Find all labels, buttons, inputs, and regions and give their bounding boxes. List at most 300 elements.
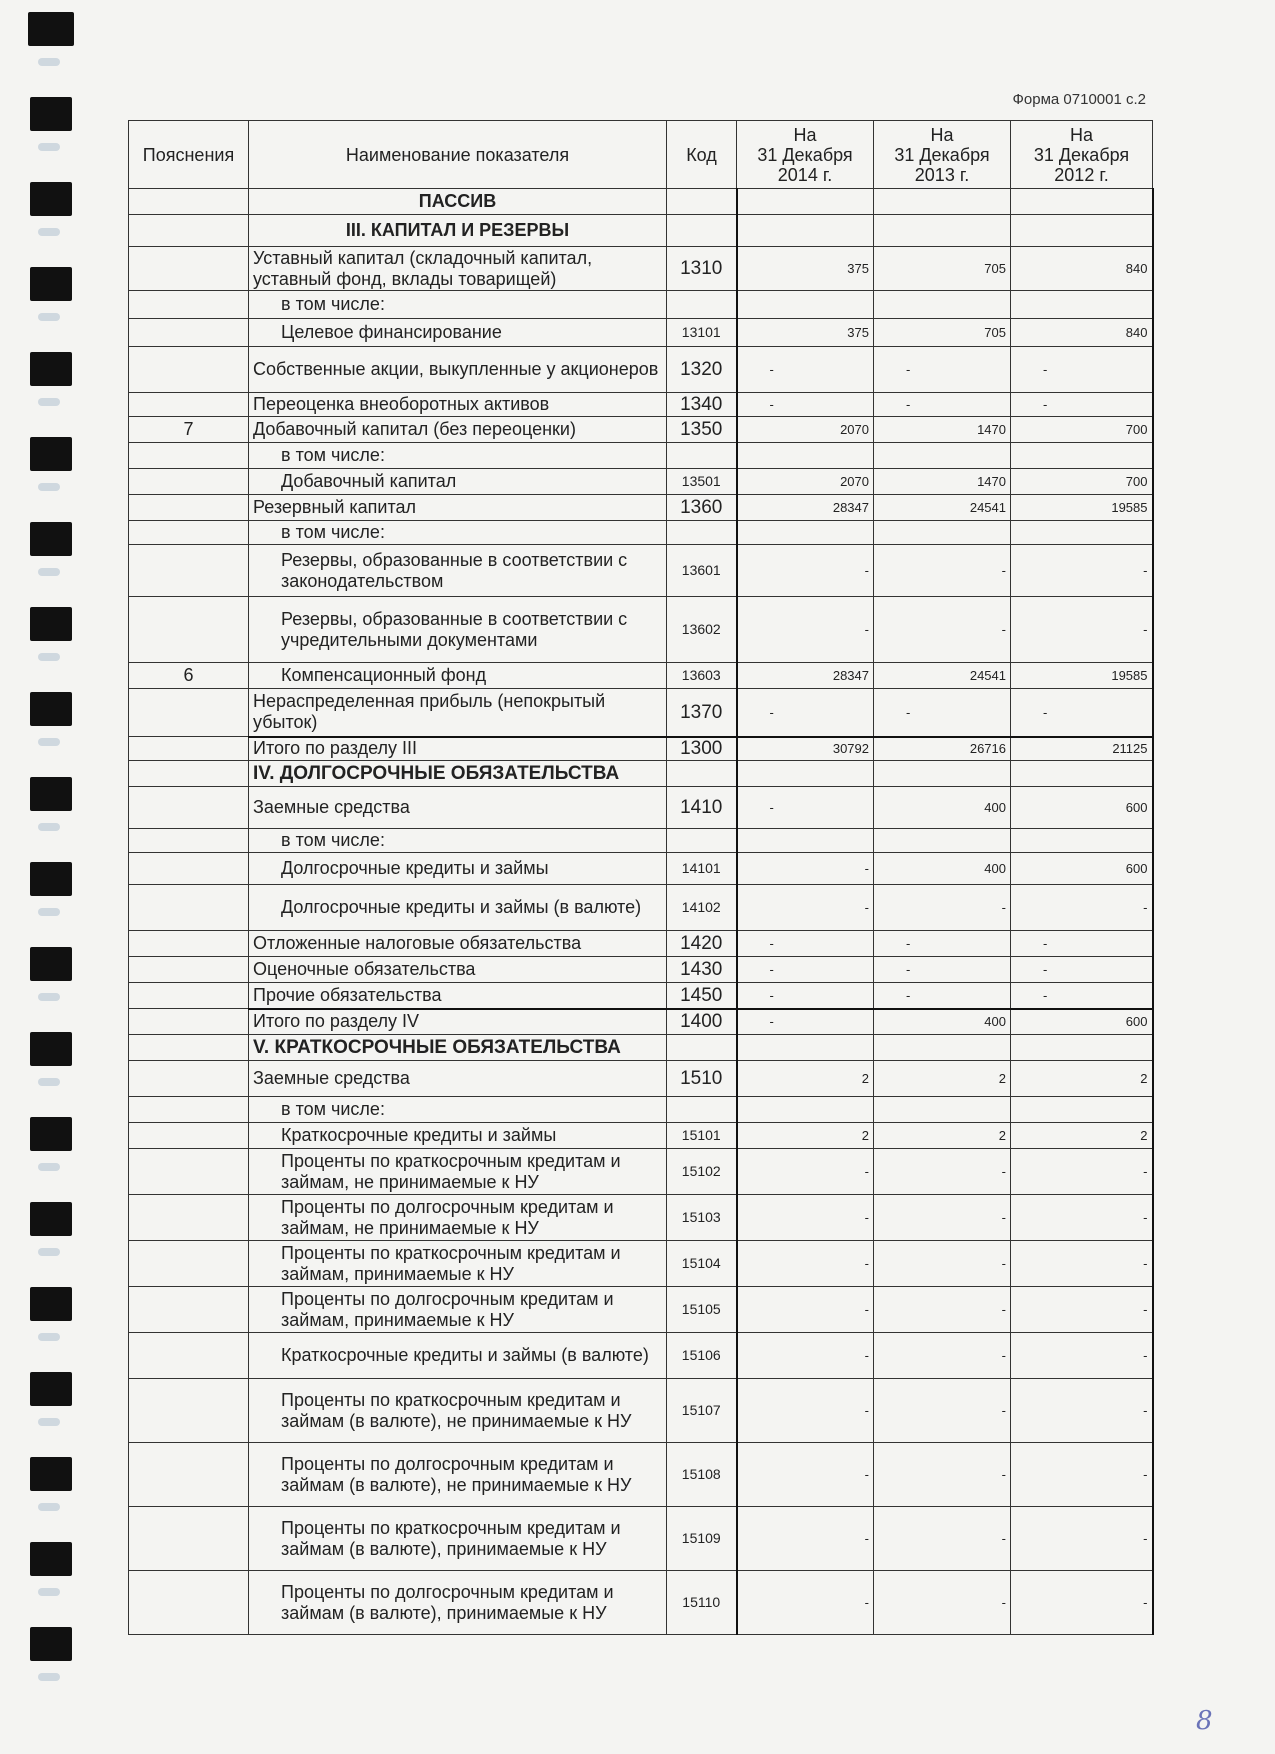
table-row <box>129 885 1153 931</box>
value-cell-2014: - <box>737 393 874 417</box>
table-row <box>129 443 1153 469</box>
table-row <box>129 319 1153 347</box>
binding-ring <box>38 908 60 916</box>
value-cell-2013: 400 <box>874 853 1011 885</box>
value-cell-2013 <box>874 1097 1011 1123</box>
indicator-name-cell: V. КРАТКОСРОЧНЫЕ ОБЯЗАТЕЛЬСТВА <box>249 1035 667 1061</box>
value-cell-2013: 705 <box>874 247 1011 291</box>
note-cell <box>129 189 249 215</box>
value-cell-2012 <box>1011 521 1153 545</box>
value-cell-2012 <box>1011 829 1153 853</box>
code-cell: 15109 <box>667 1507 737 1571</box>
value-cell-2014: - <box>737 597 874 663</box>
value-cell-2012: 840 <box>1011 247 1153 291</box>
note-cell <box>129 1097 249 1123</box>
code-cell <box>667 215 737 247</box>
value-cell-2014: 2 <box>737 1123 874 1149</box>
indicator-name-cell: Проценты по долгосрочным кредитам и займам, принимаемые к НУ <box>249 1287 667 1333</box>
value-cell-2012 <box>1011 1035 1153 1061</box>
code-cell <box>667 761 737 787</box>
binding-ring <box>38 143 60 151</box>
table-row <box>129 1061 1153 1097</box>
value-cell-2013: - <box>874 689 1011 737</box>
code-cell <box>667 189 737 215</box>
binding-hole <box>30 692 72 726</box>
header-col-2013-line2: 31 Декабря <box>894 144 990 165</box>
binding-hole <box>30 1542 72 1576</box>
table-row <box>129 1571 1153 1635</box>
binding-ring <box>38 1503 60 1511</box>
header-col-2012-line2: 31 Декабря <box>1033 144 1130 165</box>
code-cell: 1310 <box>667 247 737 291</box>
code-cell: 15108 <box>667 1443 737 1507</box>
value-cell-2014: 375 <box>737 247 874 291</box>
binding-hole <box>30 1032 72 1066</box>
indicator-name-cell: Проценты по краткосрочным кредитам и займам (в валюте), не принимаемые к НУ <box>249 1379 667 1443</box>
indicator-name-cell: Итого по разделу IV <box>249 1009 667 1035</box>
header-col-2014 <box>737 121 874 189</box>
binding-hole <box>28 12 74 46</box>
note-cell <box>129 1443 249 1507</box>
note-cell <box>129 469 249 495</box>
value-cell-2013: 400 <box>874 1009 1011 1035</box>
table-row <box>129 761 1153 787</box>
indicator-name-cell: Долгосрочные кредиты и займы <box>249 853 667 885</box>
table-row <box>129 1009 1153 1035</box>
table-row <box>129 597 1153 663</box>
note-cell <box>129 1571 249 1635</box>
value-cell-2013: - <box>874 931 1011 957</box>
note-cell <box>129 1507 249 1571</box>
table-row <box>129 291 1153 319</box>
value-cell-2014 <box>737 829 874 853</box>
indicator-name-cell: Отложенные налоговые обязательства <box>249 931 667 957</box>
binding-hole <box>30 1457 72 1491</box>
value-cell-2013: - <box>874 1195 1011 1241</box>
table-row <box>129 1443 1153 1507</box>
code-cell: 1400 <box>667 1009 737 1035</box>
note-cell <box>129 737 249 761</box>
value-cell-2014: - <box>737 1507 874 1571</box>
value-cell-2012: - <box>1011 393 1153 417</box>
value-cell-2012: - <box>1011 983 1153 1009</box>
value-cell-2012: - <box>1011 1149 1153 1195</box>
indicator-name-cell: Краткосрочные кредиты и займы (в валюте) <box>249 1333 667 1379</box>
table-row <box>129 1287 1153 1333</box>
indicator-name-cell: Долгосрочные кредиты и займы (в валюте) <box>249 885 667 931</box>
binding-ring <box>38 1673 60 1681</box>
table-row <box>129 829 1153 853</box>
binding-ring <box>38 398 60 406</box>
code-cell: 15106 <box>667 1333 737 1379</box>
table-row <box>129 957 1153 983</box>
value-cell-2012: 840 <box>1011 319 1153 347</box>
value-cell-2012: 600 <box>1011 787 1153 829</box>
indicator-name-cell: Резервы, образованные в соответствии с законодательством <box>249 545 667 597</box>
value-cell-2014: 2070 <box>737 417 874 443</box>
value-cell-2012 <box>1011 291 1153 319</box>
code-cell: 1360 <box>667 495 737 521</box>
indicator-name-cell: в том числе: <box>249 1097 667 1123</box>
value-cell-2014: - <box>737 1287 874 1333</box>
value-cell-2013 <box>874 189 1011 215</box>
value-cell-2014 <box>737 1035 874 1061</box>
table-row <box>129 215 1153 247</box>
binding-ring <box>38 1078 60 1086</box>
value-cell-2012 <box>1011 761 1153 787</box>
header-col-2014-line1: На <box>793 124 817 145</box>
indicator-name-cell: III. КАПИТАЛ И РЕЗЕРВЫ <box>249 215 667 247</box>
binding-ring <box>38 58 60 66</box>
table-row <box>129 1097 1153 1123</box>
binding-hole <box>30 1202 72 1236</box>
code-cell: 1420 <box>667 931 737 957</box>
note-cell: 6 <box>129 663 249 689</box>
code-cell: 1350 <box>667 417 737 443</box>
value-cell-2012 <box>1011 443 1153 469</box>
binding-hole <box>30 182 72 216</box>
code-cell: 13602 <box>667 597 737 663</box>
value-cell-2014: - <box>737 983 874 1009</box>
table-row <box>129 1035 1153 1061</box>
binding-ring <box>38 1588 60 1596</box>
value-cell-2013: 24541 <box>874 495 1011 521</box>
table-row <box>129 495 1153 521</box>
code-cell: 15105 <box>667 1287 737 1333</box>
value-cell-2013: - <box>874 983 1011 1009</box>
note-cell <box>129 1061 249 1097</box>
table-row <box>129 1123 1153 1149</box>
value-cell-2012: - <box>1011 1195 1153 1241</box>
value-cell-2014: - <box>737 1333 874 1379</box>
table-body <box>129 189 1153 1635</box>
code-cell: 13101 <box>667 319 737 347</box>
value-cell-2013: 1470 <box>874 417 1011 443</box>
note-cell <box>129 1195 249 1241</box>
value-cell-2013: - <box>874 1507 1011 1571</box>
binding-ring <box>38 483 60 491</box>
value-cell-2014 <box>737 761 874 787</box>
value-cell-2013 <box>874 291 1011 319</box>
code-cell <box>667 443 737 469</box>
header-col-2013-line3: 2013 г. <box>914 164 970 185</box>
value-cell-2012: - <box>1011 1241 1153 1287</box>
binding-hole <box>30 1287 72 1321</box>
table-row <box>129 417 1153 443</box>
indicator-name-cell: Оценочные обязательства <box>249 957 667 983</box>
value-cell-2013: - <box>874 1379 1011 1443</box>
table-row <box>129 1241 1153 1287</box>
value-cell-2014 <box>737 521 874 545</box>
header-col-2012-line3: 2012 г. <box>1054 164 1109 185</box>
note-cell <box>129 495 249 521</box>
binding-ring <box>38 653 60 661</box>
header-col-2014-line2: 31 Декабря <box>757 144 853 165</box>
binding-hole <box>30 1117 72 1151</box>
value-cell-2012: 700 <box>1011 469 1153 495</box>
value-cell-2012 <box>1011 189 1153 215</box>
note-cell <box>129 689 249 737</box>
code-cell: 13601 <box>667 545 737 597</box>
code-cell: 1510 <box>667 1061 737 1097</box>
table-row <box>129 469 1153 495</box>
binding-hole <box>30 1372 72 1406</box>
binding-ring <box>38 823 60 831</box>
note-cell <box>129 1241 249 1287</box>
code-cell <box>667 291 737 319</box>
code-cell <box>667 1097 737 1123</box>
value-cell-2013: 24541 <box>874 663 1011 689</box>
code-cell: 1320 <box>667 347 737 393</box>
binding-ring <box>38 1163 60 1171</box>
code-cell: 1370 <box>667 689 737 737</box>
header-col-2014-line3: 2014 г. <box>777 164 833 185</box>
value-cell-2014: - <box>737 1379 874 1443</box>
note-cell <box>129 761 249 787</box>
value-cell-2014: - <box>737 1009 874 1035</box>
binding-hole <box>30 267 72 301</box>
indicator-name-cell: в том числе: <box>249 521 667 545</box>
binding-hole <box>30 522 72 556</box>
binding-ring <box>38 1248 60 1256</box>
indicator-name-cell: Добавочный капитал <box>249 469 667 495</box>
value-cell-2014: 28347 <box>737 663 874 689</box>
indicator-name-cell: в том числе: <box>249 291 667 319</box>
value-cell-2014: - <box>737 1195 874 1241</box>
binding-hole <box>30 947 72 981</box>
balance-sheet-table <box>128 120 1154 1635</box>
value-cell-2014: - <box>737 347 874 393</box>
value-cell-2012: 2 <box>1011 1061 1153 1097</box>
indicator-name-cell: Проценты по краткосрочным кредитам и займам, не принимаемые к НУ <box>249 1149 667 1195</box>
table-row <box>129 663 1153 689</box>
value-cell-2014: 2 <box>737 1061 874 1097</box>
value-cell-2013: 1470 <box>874 469 1011 495</box>
indicator-name-cell: Проценты по краткосрочным кредитам и займам, принимаемые к НУ <box>249 1241 667 1287</box>
table-row <box>129 1333 1153 1379</box>
binding-hole <box>30 352 72 386</box>
indicator-name-cell: в том числе: <box>249 829 667 853</box>
binding-hole <box>30 607 72 641</box>
value-cell-2013 <box>874 1035 1011 1061</box>
table-row <box>129 545 1153 597</box>
value-cell-2014 <box>737 443 874 469</box>
value-cell-2012: - <box>1011 1571 1153 1635</box>
value-cell-2013: - <box>874 1443 1011 1507</box>
value-cell-2012: - <box>1011 689 1153 737</box>
indicator-name-cell: Переоценка внеоборотных активов <box>249 393 667 417</box>
note-cell <box>129 983 249 1009</box>
note-cell <box>129 931 249 957</box>
value-cell-2012: 700 <box>1011 417 1153 443</box>
value-cell-2013 <box>874 443 1011 469</box>
value-cell-2013 <box>874 521 1011 545</box>
note-cell <box>129 443 249 469</box>
code-cell: 1340 <box>667 393 737 417</box>
binding-hole <box>30 437 72 471</box>
binding-ring <box>38 1418 60 1426</box>
note-cell <box>129 1287 249 1333</box>
indicator-name-cell: Собственные акции, выкупленные у акционеров <box>249 347 667 393</box>
value-cell-2014: - <box>737 689 874 737</box>
note-cell <box>129 1123 249 1149</box>
value-cell-2012: - <box>1011 1333 1153 1379</box>
indicator-name-cell: Уставный капитал (складочный капитал, уставный фонд, вклады товарищей) <box>249 247 667 291</box>
value-cell-2012: - <box>1011 1507 1153 1571</box>
form-label: Форма 0710001 с.2 <box>1012 91 1146 108</box>
value-cell-2014: 28347 <box>737 495 874 521</box>
note-cell <box>129 1379 249 1443</box>
indicator-name-cell: Итого по разделу III <box>249 737 667 761</box>
value-cell-2014: - <box>737 1443 874 1507</box>
table-row <box>129 983 1153 1009</box>
value-cell-2014: - <box>737 931 874 957</box>
value-cell-2013: - <box>874 393 1011 417</box>
header-col-2012 <box>1011 121 1153 189</box>
code-cell: 1430 <box>667 957 737 983</box>
table-row <box>129 1379 1153 1443</box>
note-cell <box>129 347 249 393</box>
table-row <box>129 853 1153 885</box>
table-row <box>129 689 1153 737</box>
code-cell: 15102 <box>667 1149 737 1195</box>
value-cell-2012: 600 <box>1011 853 1153 885</box>
code-cell: 1450 <box>667 983 737 1009</box>
note-cell <box>129 1149 249 1195</box>
value-cell-2013 <box>874 215 1011 247</box>
value-cell-2013: - <box>874 1287 1011 1333</box>
code-cell: 14101 <box>667 853 737 885</box>
value-cell-2013: 705 <box>874 319 1011 347</box>
note-cell <box>129 545 249 597</box>
value-cell-2014: - <box>737 787 874 829</box>
note-cell <box>129 1009 249 1035</box>
table-row <box>129 1195 1153 1241</box>
code-cell: 1300 <box>667 737 737 761</box>
value-cell-2012 <box>1011 215 1153 247</box>
value-cell-2012: 19585 <box>1011 663 1153 689</box>
note-cell <box>129 247 249 291</box>
table-row <box>129 247 1153 291</box>
value-cell-2013: - <box>874 885 1011 931</box>
value-cell-2014: - <box>737 545 874 597</box>
value-cell-2012: - <box>1011 957 1153 983</box>
indicator-name-cell: Целевое финансирование <box>249 319 667 347</box>
binding-hole <box>30 777 72 811</box>
table-row <box>129 931 1153 957</box>
code-cell: 15110 <box>667 1571 737 1635</box>
code-cell: 15103 <box>667 1195 737 1241</box>
value-cell-2014 <box>737 1097 874 1123</box>
code-cell: 1410 <box>667 787 737 829</box>
indicator-name-cell: Компенсационный фонд <box>249 663 667 689</box>
value-cell-2014 <box>737 189 874 215</box>
indicator-name-cell: Резервы, образованные в соответствии с учредительными документами <box>249 597 667 663</box>
value-cell-2012: - <box>1011 545 1153 597</box>
indicator-name-cell: ПАССИВ <box>249 189 667 215</box>
note-cell <box>129 319 249 347</box>
indicator-name-cell: Нераспределенная прибыль (непокрытый убыток) <box>249 689 667 737</box>
spiral-binding <box>0 0 80 1754</box>
note-cell: 7 <box>129 417 249 443</box>
value-cell-2014: - <box>737 853 874 885</box>
value-cell-2014: 30792 <box>737 737 874 761</box>
code-cell: 15101 <box>667 1123 737 1149</box>
value-cell-2014: - <box>737 957 874 983</box>
value-cell-2012: 19585 <box>1011 495 1153 521</box>
header-col-2013 <box>874 121 1011 189</box>
value-cell-2012: - <box>1011 931 1153 957</box>
table-row <box>129 1507 1153 1571</box>
value-cell-2013: - <box>874 1241 1011 1287</box>
table-row <box>129 787 1153 829</box>
table-row <box>129 189 1153 215</box>
code-cell <box>667 829 737 853</box>
table-row <box>129 521 1153 545</box>
note-cell <box>129 291 249 319</box>
table-row <box>129 393 1153 417</box>
indicator-name-cell: IV. ДОЛГОСРОЧНЫЕ ОБЯЗАТЕЛЬСТВА <box>249 761 667 787</box>
binding-ring <box>38 1333 60 1341</box>
value-cell-2012: - <box>1011 1443 1153 1507</box>
indicator-name-cell: Добавочный капитал (без переоценки) <box>249 417 667 443</box>
binding-hole <box>30 1627 72 1661</box>
table-row <box>129 1149 1153 1195</box>
page-number: 8 <box>1196 1706 1213 1736</box>
value-cell-2013: - <box>874 597 1011 663</box>
value-cell-2012: - <box>1011 347 1153 393</box>
note-cell <box>129 393 249 417</box>
value-cell-2014 <box>737 291 874 319</box>
header-col-2012-line1: На <box>1069 124 1093 145</box>
binding-ring <box>38 313 60 321</box>
value-cell-2013: 2 <box>874 1123 1011 1149</box>
value-cell-2013: 2 <box>874 1061 1011 1097</box>
header-col-2013-line1: На <box>930 124 954 145</box>
value-cell-2012: 2 <box>1011 1123 1153 1149</box>
note-cell <box>129 885 249 931</box>
value-cell-2013: - <box>874 1571 1011 1635</box>
value-cell-2012: 21125 <box>1011 737 1153 761</box>
binding-ring <box>38 993 60 1001</box>
binding-hole <box>30 97 72 131</box>
indicator-name-cell: Заемные средства <box>249 787 667 829</box>
binding-ring <box>38 228 60 236</box>
header-name: Наименование показателя <box>249 121 667 189</box>
value-cell-2014: - <box>737 885 874 931</box>
value-cell-2012 <box>1011 1097 1153 1123</box>
value-cell-2012: - <box>1011 1287 1153 1333</box>
indicator-name-cell: Проценты по долгосрочным кредитам и займам, не принимаемые к НУ <box>249 1195 667 1241</box>
note-cell <box>129 829 249 853</box>
code-cell <box>667 521 737 545</box>
indicator-name-cell: Заемные средства <box>249 1061 667 1097</box>
table-row <box>129 347 1153 393</box>
header-note: Пояснения <box>129 121 249 189</box>
value-cell-2013 <box>874 761 1011 787</box>
value-cell-2013 <box>874 829 1011 853</box>
note-cell <box>129 957 249 983</box>
value-cell-2012: - <box>1011 1379 1153 1443</box>
binding-ring <box>38 568 60 576</box>
value-cell-2014: - <box>737 1149 874 1195</box>
value-cell-2013: - <box>874 957 1011 983</box>
binding-ring <box>38 738 60 746</box>
binding-hole <box>30 862 72 896</box>
note-cell <box>129 597 249 663</box>
code-cell: 14102 <box>667 885 737 931</box>
header-code: Код <box>667 121 737 189</box>
